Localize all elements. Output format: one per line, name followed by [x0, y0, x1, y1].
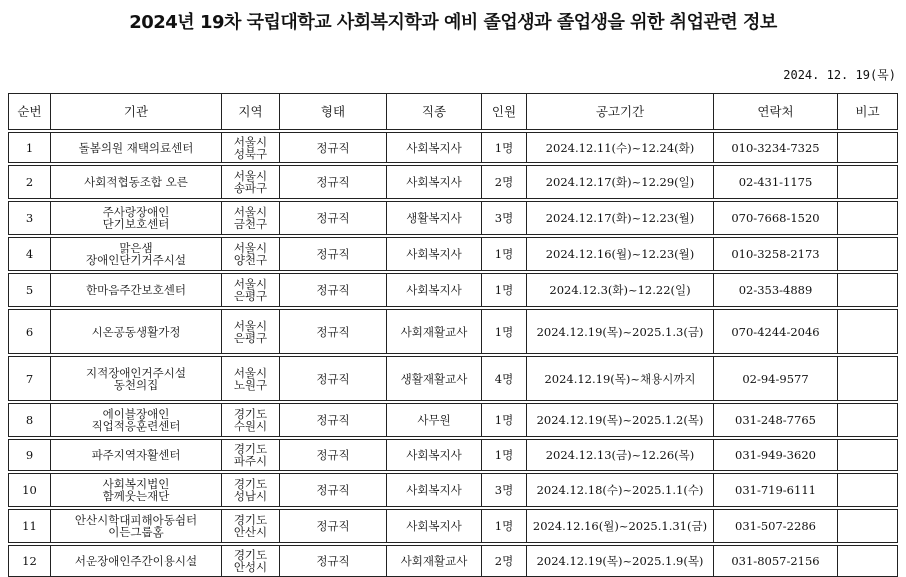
document-title: 2024년 19차 국립대학교 사회복지학과 예비 졸업생과 졸업생을 위한 취업관련 정보	[129, 12, 777, 33]
cell-job: 사회복지사	[387, 274, 482, 307]
cell-region	[222, 166, 280, 199]
cell-period: 2024.12.19(목)~2025.1.3(금)	[527, 310, 714, 354]
cell-count: 1명	[482, 440, 527, 471]
cell-region	[222, 202, 280, 235]
cell-type: 정규직	[280, 357, 387, 401]
cell-period: 2024.12.18(수)~2025.1.1(수)	[527, 474, 714, 507]
cell-org	[51, 310, 222, 354]
document-date: 2024. 12. 19(목)	[783, 68, 896, 82]
cell-note	[838, 510, 898, 543]
cell-org-line: 맑은샘	[119, 241, 153, 255]
cell-note	[838, 274, 898, 307]
cell-no: 10	[9, 474, 51, 507]
header-job: 직종	[387, 94, 482, 130]
cell-region-line: 서울시	[233, 205, 268, 219]
cell-org	[51, 404, 222, 437]
cell-region-line: 경기도	[233, 477, 268, 491]
table-row	[9, 166, 898, 199]
cell-period: 2024.12.17(화)~12.29(일)	[527, 166, 714, 199]
cell-count: 1명	[482, 133, 527, 163]
cell-org	[51, 238, 222, 271]
cell-job: 사무원	[387, 404, 482, 437]
cell-org-line: 동천의집	[113, 377, 159, 392]
cell-region-line: 안산시	[233, 525, 268, 539]
table-row	[9, 238, 898, 271]
cell-no: 11	[9, 510, 51, 543]
cell-period: 2024.12.3(화)~12.22(일)	[527, 274, 714, 307]
cell-contact: 02-353-4889	[714, 274, 838, 307]
header-org: 기관	[51, 94, 222, 130]
cell-no: 4	[9, 238, 51, 271]
cell-count: 1명	[482, 274, 527, 307]
header-type: 형태	[280, 94, 387, 130]
table-row	[9, 440, 898, 471]
cell-region-line: 금천구	[233, 217, 268, 231]
cell-no: 8	[9, 404, 51, 437]
cell-type: 정규직	[280, 238, 387, 271]
cell-note	[838, 202, 898, 235]
cell-job: 사회복지사	[387, 133, 482, 163]
cell-org	[51, 474, 222, 507]
cell-type: 정규직	[280, 440, 387, 471]
cell-region	[222, 357, 280, 401]
cell-region	[222, 310, 280, 354]
cell-region	[222, 440, 280, 471]
cell-count: 3명	[482, 474, 527, 507]
cell-region-line: 송파구	[233, 181, 268, 195]
cell-count: 2명	[482, 546, 527, 577]
cell-contact: 070-7668-1520	[714, 202, 838, 235]
cell-type: 정규직	[280, 202, 387, 235]
cell-org	[51, 440, 222, 471]
cell-note	[838, 133, 898, 163]
cell-count: 1명	[482, 404, 527, 437]
cell-org	[51, 133, 222, 163]
cell-job: 사회재활교사	[387, 546, 482, 577]
cell-region-line: 경기도	[233, 513, 268, 527]
cell-region-line: 서울시	[233, 318, 268, 333]
cell-period: 2024.12.17(화)~12.23(월)	[527, 202, 714, 235]
table-row	[9, 133, 898, 163]
cell-contact: 02-431-1175	[714, 166, 838, 199]
cell-org-line: 서운장애인주간이용시설	[74, 554, 198, 568]
cell-period: 2024.12.19(목)~채용시까지	[527, 357, 714, 401]
header-region: 지역	[222, 94, 280, 130]
cell-job: 사회복지사	[387, 166, 482, 199]
cell-type: 정규직	[280, 133, 387, 163]
cell-org-line: 한마음주간보호센터	[86, 283, 186, 297]
cell-org-line: 안산시학대피해아동쉼터	[74, 513, 198, 527]
cell-region	[222, 133, 280, 163]
cell-note	[838, 238, 898, 271]
cell-region-line: 서울시	[233, 241, 268, 255]
header-note: 비고	[838, 94, 898, 130]
cell-contact: 010-3234-7325	[714, 133, 838, 163]
cell-region	[222, 404, 280, 437]
cell-org-line: 시온공동생활가정	[91, 324, 181, 339]
cell-count: 3명	[482, 202, 527, 235]
cell-region-line: 은평구	[233, 289, 268, 303]
cell-region	[222, 238, 280, 271]
cell-period: 2024.12.19(목)~2025.1.2(목)	[527, 404, 714, 437]
cell-job: 생활재활교사	[387, 357, 482, 401]
cell-no: 7	[9, 357, 51, 401]
cell-region-line: 성남시	[233, 489, 268, 503]
cell-org-line: 지적장애인거주시설	[86, 365, 186, 380]
cell-region-line: 성북구	[233, 146, 268, 161]
table-row	[9, 510, 898, 543]
cell-region	[222, 274, 280, 307]
cell-region-line: 안성시	[233, 560, 268, 574]
cell-region-line: 파주시	[233, 454, 268, 468]
cell-note	[838, 310, 898, 354]
cell-no: 12	[9, 546, 51, 577]
cell-region-line: 서울시	[233, 169, 268, 183]
cell-org-line: 에이블장애인	[102, 407, 170, 421]
cell-region-line: 서울시	[233, 365, 268, 380]
cell-region-line: 경기도	[233, 442, 268, 456]
table-row	[9, 404, 898, 437]
table-row	[9, 310, 898, 354]
cell-org-line: 사회적협동조합 오른	[84, 175, 188, 189]
cell-note	[838, 546, 898, 577]
table-row	[9, 546, 898, 577]
cell-org-line: 함께웃는재단	[102, 489, 170, 503]
cell-type: 정규직	[280, 310, 387, 354]
cell-org	[51, 166, 222, 199]
cell-note	[838, 166, 898, 199]
cell-contact: 031-507-2286	[714, 510, 838, 543]
cell-org-line: 사회복지법인	[102, 477, 170, 491]
table-row	[9, 357, 898, 401]
table-row	[9, 202, 898, 235]
cell-contact: 031-8057-2156	[714, 546, 838, 577]
cell-region-line: 은평구	[233, 330, 268, 345]
header-count: 인원	[482, 94, 527, 130]
cell-org	[51, 274, 222, 307]
cell-contact: 031-719-6111	[714, 474, 838, 507]
cell-type: 정규직	[280, 546, 387, 577]
cell-contact: 070-4244-2046	[714, 310, 838, 354]
cell-period: 2024.12.19(목)~2025.1.9(목)	[527, 546, 714, 577]
cell-type: 정규직	[280, 166, 387, 199]
cell-region-line: 서울시	[233, 277, 268, 291]
cell-no: 5	[9, 274, 51, 307]
cell-org-line: 단기보호센터	[102, 217, 170, 231]
table-row	[9, 274, 898, 307]
cell-region-line: 경기도	[233, 548, 268, 562]
cell-region-line: 경기도	[233, 407, 268, 421]
cell-type: 정규직	[280, 404, 387, 437]
table-row	[9, 474, 898, 507]
job-table	[8, 93, 898, 577]
header-period: 공고기간	[527, 94, 714, 130]
cell-period: 2024.12.16(월)~2025.1.31(금)	[527, 510, 714, 543]
cell-job: 사회복지사	[387, 474, 482, 507]
cell-no: 1	[9, 133, 51, 163]
cell-period: 2024.12.11(수)~12.24(화)	[527, 133, 714, 163]
cell-org	[51, 202, 222, 235]
cell-note	[838, 474, 898, 507]
cell-note	[838, 357, 898, 401]
cell-org-line: 주사랑장애인	[102, 205, 170, 219]
cell-job: 사회복지사	[387, 238, 482, 271]
cell-note	[838, 440, 898, 471]
header-no: 순번	[9, 94, 51, 130]
cell-no: 3	[9, 202, 51, 235]
cell-no: 2	[9, 166, 51, 199]
cell-type: 정규직	[280, 474, 387, 507]
cell-no: 9	[9, 440, 51, 471]
cell-region-line: 양천구	[233, 253, 268, 267]
cell-count: 1명	[482, 510, 527, 543]
cell-contact: 010-3258-2173	[714, 238, 838, 271]
cell-job: 사회복지사	[387, 440, 482, 471]
cell-count: 4명	[482, 357, 527, 401]
table-header-row	[9, 94, 898, 130]
cell-count: 1명	[482, 310, 527, 354]
cell-org-line: 이든그룹홈	[108, 525, 164, 539]
cell-contact: 02-94-9577	[714, 357, 838, 401]
cell-type: 정규직	[280, 274, 387, 307]
cell-org	[51, 357, 222, 401]
cell-org	[51, 510, 222, 543]
cell-job: 생활복지사	[387, 202, 482, 235]
cell-contact: 031-949-3620	[714, 440, 838, 471]
cell-org-line: 장애인단기거주시설	[86, 253, 186, 267]
cell-org-line: 직업적응훈련센터	[91, 419, 181, 433]
cell-org	[51, 546, 222, 577]
cell-period: 2024.12.13(금)~12.26(목)	[527, 440, 714, 471]
cell-period: 2024.12.16(월)~12.23(월)	[527, 238, 714, 271]
cell-contact: 031-248-7765	[714, 404, 838, 437]
header-contact: 연락처	[714, 94, 838, 130]
cell-region	[222, 510, 280, 543]
cell-job: 사회복지사	[387, 510, 482, 543]
cell-job: 사회재활교사	[387, 310, 482, 354]
cell-count: 1명	[482, 238, 527, 271]
cell-region	[222, 474, 280, 507]
cell-region-line: 서울시	[233, 134, 268, 149]
cell-note	[838, 404, 898, 437]
cell-org-line: 파주지역자활센터	[91, 448, 181, 462]
cell-no: 6	[9, 310, 51, 354]
cell-count: 2명	[482, 166, 527, 199]
cell-region	[222, 546, 280, 577]
cell-org-line: 돌봄의원 재택의료센터	[78, 140, 194, 155]
cell-type: 정규직	[280, 510, 387, 543]
cell-region-line: 노원구	[233, 377, 268, 392]
cell-region-line: 수원시	[233, 419, 268, 433]
